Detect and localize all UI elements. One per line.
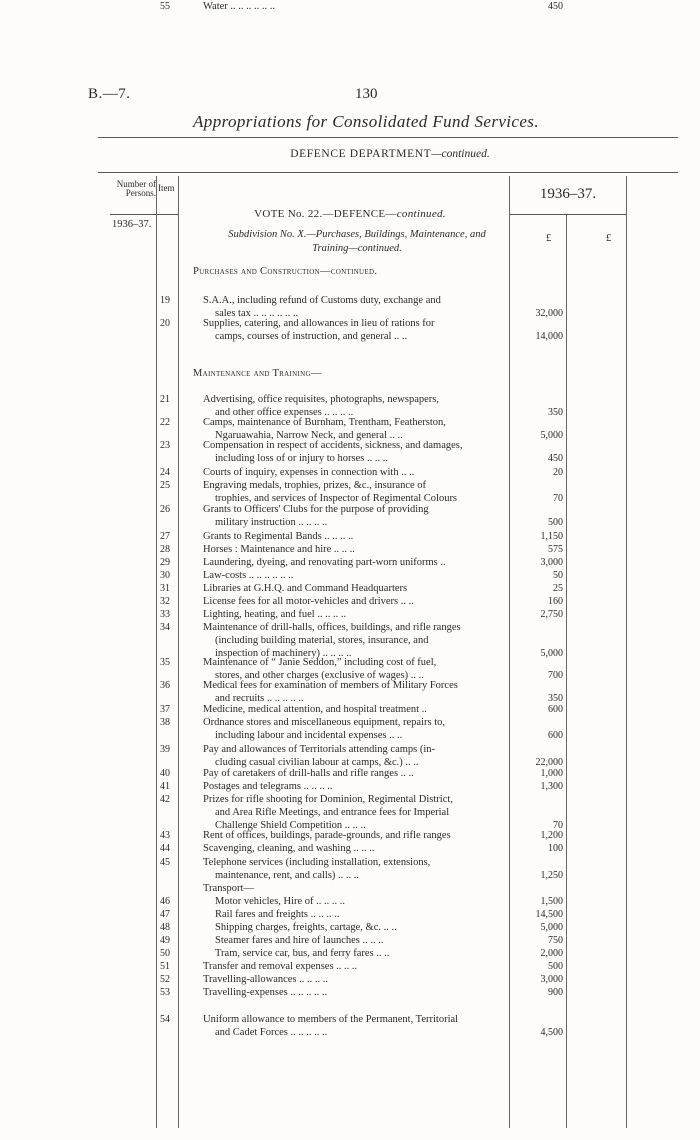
item-amount: 3,000 bbox=[540, 974, 563, 985]
item-description-line: Uniform allowance to members of the Permanent, Territorial bbox=[203, 1014, 459, 1025]
item-description bbox=[203, 1013, 501, 1039]
item-amount: 575 bbox=[548, 544, 563, 555]
currency-symbol-2: £ bbox=[606, 233, 612, 244]
item-number: 38 bbox=[160, 717, 170, 728]
item-description bbox=[203, 466, 501, 479]
item-number: 47 bbox=[160, 909, 170, 920]
item-number: 43 bbox=[160, 830, 170, 841]
item-description-line: Postages and telegrams .. .. .. .. bbox=[203, 781, 333, 792]
item-number: 44 bbox=[160, 843, 170, 854]
item-description bbox=[203, 317, 501, 343]
item-description bbox=[203, 895, 501, 908]
item-number: 32 bbox=[160, 596, 170, 607]
vote-title-suffix: continued. bbox=[396, 208, 446, 220]
column-rule-item bbox=[178, 176, 179, 1128]
item-description-line: Prizes for rifle shooting for Dominion, Regimental District, bbox=[203, 794, 453, 805]
item-description bbox=[203, 960, 501, 973]
item-amount: 22,000 bbox=[535, 757, 563, 768]
item-amount: 1,000 bbox=[540, 768, 563, 779]
item-amount: 1,500 bbox=[540, 896, 563, 907]
item-number: 51 bbox=[160, 961, 170, 972]
item-description bbox=[203, 608, 501, 621]
item-number: 41 bbox=[160, 781, 170, 792]
item-amount: 350 bbox=[548, 693, 563, 704]
item-description-line: Libraries at G.H.Q. and Command Headquarters bbox=[203, 583, 408, 594]
item-amount: 600 bbox=[548, 730, 563, 741]
item-description-line: Maintenance of “ Janie Seddon,” including cost of fuel, bbox=[203, 657, 437, 668]
title-rule bbox=[98, 137, 678, 138]
item-number: 25 bbox=[160, 480, 170, 491]
item-description bbox=[203, 679, 501, 705]
item-amount: 1,300 bbox=[540, 781, 563, 792]
item-number: 36 bbox=[160, 680, 170, 691]
item-description bbox=[203, 582, 501, 595]
item-description-line: cluding casual civilian labour at camps, &c.) .. .. bbox=[215, 757, 419, 768]
item-description bbox=[203, 793, 501, 832]
item-description-line: Travelling-expenses .. .. .. .. .. bbox=[203, 987, 328, 998]
item-description-line: Supplies, catering, and allowances in lieu of rations for bbox=[203, 318, 435, 329]
item-amount: 5,000 bbox=[540, 922, 563, 933]
item-description-line: Water .. .. .. .. .. .. bbox=[203, 1, 276, 12]
item-description bbox=[203, 743, 501, 769]
item-description-line: Challenge Shield Competition .. .. .. bbox=[215, 820, 366, 831]
item-number: 20 bbox=[160, 318, 170, 329]
item-number: 35 bbox=[160, 657, 170, 668]
item-description-line: Advertising, office requisites, photographs, newspapers, bbox=[203, 394, 440, 405]
item-description-line: Shipping charges, freights, cartage, &c. .. .. bbox=[215, 922, 397, 933]
persons-header-rule bbox=[110, 214, 178, 215]
item-description-line: Ngaruawahia, Narrow Neck, and general .. .. bbox=[215, 430, 403, 441]
item-description bbox=[203, 767, 501, 780]
item-description bbox=[203, 986, 501, 999]
item-description-line: License fees for all motor-vehicles and drivers .. .. bbox=[203, 596, 414, 607]
item-number: 24 bbox=[160, 467, 170, 478]
item-description-line: camps, courses of instruction, and general .. .. bbox=[215, 331, 408, 342]
item-description bbox=[203, 973, 501, 986]
item-number: 37 bbox=[160, 704, 170, 715]
item-description bbox=[203, 934, 501, 947]
item-description bbox=[203, 908, 501, 921]
item-amount: 14,500 bbox=[535, 909, 563, 920]
item-number: 53 bbox=[160, 987, 170, 998]
item-description bbox=[203, 439, 501, 465]
item-description-line: Motor vehicles, Hire of .. .. .. .. bbox=[215, 896, 346, 907]
item-amount: 14,000 bbox=[535, 331, 563, 342]
item-number: 42 bbox=[160, 794, 170, 805]
item-description-line: including labour and incidental expenses .. .. bbox=[215, 730, 403, 741]
item-description-line: Grants to Regimental Bands .. .. .. .. bbox=[203, 531, 354, 542]
vote-title bbox=[200, 208, 500, 220]
subdivision-heading: Subdivision No. X.—Purchases, Buildings, Maintenance, and Training—continued. bbox=[228, 229, 486, 254]
item-amount: 160 bbox=[548, 596, 563, 607]
item-amount: 1,250 bbox=[540, 870, 563, 881]
item-description-line: Courts of inquiry, expenses in connection with .. .. bbox=[203, 467, 415, 478]
item-description-line: Camps, maintenance of Burnham, Trentham, Featherston, bbox=[203, 417, 446, 428]
item-number: 22 bbox=[160, 417, 170, 428]
item-number: 19 bbox=[160, 295, 170, 306]
item-amount: 500 bbox=[548, 517, 563, 528]
section-heading-purchases: Purchases and Construction—continued. bbox=[193, 266, 378, 277]
item-amount: 900 bbox=[548, 987, 563, 998]
item-number: 54 bbox=[160, 1014, 170, 1025]
item-number: 52 bbox=[160, 974, 170, 985]
item-description bbox=[203, 882, 501, 895]
item-amount: 70 bbox=[553, 493, 563, 504]
item-description-line: Steamer fares and hire of launches .. .. .. bbox=[215, 935, 384, 946]
item-description-line: sales tax .. .. .. .. .. .. bbox=[215, 308, 299, 319]
item-number: 55 bbox=[160, 1, 170, 12]
item-description bbox=[203, 921, 501, 934]
item-description bbox=[203, 716, 501, 742]
item-description-line: Medicine, medical attention, and hospital treatment .. bbox=[203, 704, 427, 715]
item-amount: 32,000 bbox=[535, 308, 563, 319]
item-description bbox=[203, 530, 501, 543]
item-amount: 600 bbox=[548, 704, 563, 715]
item-amount: 450 bbox=[548, 1, 563, 12]
item-description bbox=[203, 479, 501, 505]
item-description-line: Compensation in respect of accidents, sickness, and damages, bbox=[203, 440, 463, 451]
item-amount: 350 bbox=[548, 407, 563, 418]
column-rule-amount-right bbox=[626, 176, 627, 1128]
item-description-line: Horses : Maintenance and hire .. .. .. bbox=[203, 544, 355, 555]
item-amount: 1,200 bbox=[540, 830, 563, 841]
item-number: 33 bbox=[160, 609, 170, 620]
item-description-line: Law-costs .. .. .. .. .. .. bbox=[203, 570, 294, 581]
item-amount: 2,750 bbox=[540, 609, 563, 620]
item-amount: 700 bbox=[548, 670, 563, 681]
item-amount: 3,000 bbox=[540, 557, 563, 568]
column-header-persons: Number of Persons. bbox=[116, 179, 156, 198]
item-number: 45 bbox=[160, 857, 170, 868]
item-number: 23 bbox=[160, 440, 170, 451]
item-description-line: Tram, service car, bus, and ferry fares .. .. bbox=[215, 948, 390, 959]
item-amount: 450 bbox=[548, 453, 563, 464]
item-description-line: Medical fees for examination of members of Military Forces bbox=[203, 680, 458, 691]
item-description-line: and recruits .. .. .. .. .. bbox=[215, 693, 304, 704]
item-amount: 5,000 bbox=[540, 430, 563, 441]
item-description-line: stores, and other charges (exclusive of wages) .. .. bbox=[215, 670, 424, 681]
vote-title-text: VOTE No. 22.—DEFENCE— bbox=[254, 208, 397, 220]
item-number: 48 bbox=[160, 922, 170, 933]
item-description-line: Pay of caretakers of drill-halls and rifle ranges .. .. bbox=[203, 768, 414, 779]
item-description bbox=[203, 595, 501, 608]
item-description-line: Lighting, heating, and fuel .. .. .. .. bbox=[203, 609, 347, 620]
item-description bbox=[203, 829, 501, 842]
department-suffix: —continued. bbox=[431, 148, 490, 160]
item-description-line: military instruction .. .. .. .. bbox=[215, 517, 328, 528]
item-amount: 100 bbox=[548, 843, 563, 854]
item-description bbox=[203, 556, 501, 569]
item-description-line: Transport— bbox=[203, 883, 254, 894]
currency-symbol-1: £ bbox=[546, 233, 552, 244]
item-description-line: Engraving medals, trophies, prizes, &c., insurance of bbox=[203, 480, 427, 491]
item-amount: 70 bbox=[553, 820, 563, 831]
item-description-line: and other office expenses .. .. .. .. bbox=[215, 407, 354, 418]
item-description-line: Rent of offices, buildings, parade-grounds, and rifle ranges bbox=[203, 830, 451, 841]
item-description-line: Grants to Officers' Clubs for the purpose of providing bbox=[203, 504, 429, 515]
item-number: 29 bbox=[160, 557, 170, 568]
item-description bbox=[203, 947, 501, 960]
item-description-line: Rail fares and freights .. .. .. .. bbox=[215, 909, 340, 920]
item-number: 30 bbox=[160, 570, 170, 581]
column-header-year: 1936–37. bbox=[539, 186, 597, 202]
item-description-line: Travelling-allowances .. .. .. .. bbox=[203, 974, 329, 985]
item-description bbox=[203, 703, 501, 716]
item-amount: 500 bbox=[548, 961, 563, 972]
item-description-line: Maintenance of drill-halls, offices, buildings, and rifle ranges bbox=[203, 622, 461, 633]
item-description-line: and Cadet Forces .. .. .. .. .. bbox=[215, 1027, 328, 1038]
item-description bbox=[203, 543, 501, 556]
item-amount: 25 bbox=[553, 583, 563, 594]
item-description-line: Laundering, dyeing, and renovating part-worn uniforms .. bbox=[203, 557, 446, 568]
item-amount: 5,000 bbox=[540, 648, 563, 659]
item-number: 49 bbox=[160, 935, 170, 946]
item-description bbox=[203, 856, 501, 882]
item-amount: 1,150 bbox=[540, 531, 563, 542]
item-description-line: maintenance, rent, and calls) .. .. .. bbox=[215, 870, 360, 881]
item-amount: 750 bbox=[548, 935, 563, 946]
item-description-line: and Area Rifle Meetings, and entrance fees for Imperial bbox=[215, 807, 450, 818]
item-description bbox=[203, 569, 501, 582]
department-title bbox=[250, 148, 530, 160]
item-number: 50 bbox=[160, 948, 170, 959]
sheet-id: B.—7. bbox=[88, 86, 131, 102]
item-description-line: including loss of or injury to horses .. .. .. bbox=[215, 453, 388, 464]
year-header-rule bbox=[510, 214, 626, 215]
item-number: 40 bbox=[160, 768, 170, 779]
item-amount: 2,000 bbox=[540, 948, 563, 959]
department-name: DEFENCE DEPARTMENT bbox=[290, 148, 432, 160]
section-heading-maintenance: Maintenance and Training— bbox=[193, 368, 322, 379]
item-number: 39 bbox=[160, 744, 170, 755]
item-description bbox=[203, 842, 501, 855]
item-number: 34 bbox=[160, 622, 170, 633]
item-description-line: inspection of machinery) .. .. .. .. bbox=[215, 648, 352, 659]
column-header-item: Item bbox=[158, 183, 175, 193]
item-number: 21 bbox=[160, 394, 170, 405]
persons-year-label: 1936–37. bbox=[112, 219, 152, 230]
item-number: 26 bbox=[160, 504, 170, 515]
column-rule-amount-mid bbox=[566, 214, 567, 1128]
page-number: 130 bbox=[355, 86, 378, 102]
item-description-line: Ordnance stores and miscellaneous equipment, repairs to, bbox=[203, 717, 446, 728]
header-rule bbox=[98, 172, 678, 173]
item-description-line: (including building material, stores, insurance, and bbox=[215, 635, 429, 646]
item-description-line: Transfer and removal expenses .. .. .. bbox=[203, 961, 358, 972]
item-amount: 20 bbox=[553, 467, 563, 478]
item-amount: 50 bbox=[553, 570, 563, 581]
item-description bbox=[203, 503, 501, 529]
item-number: 46 bbox=[160, 896, 170, 907]
item-description-line: trophies, and services of Inspector of Regimental Colours bbox=[215, 493, 458, 504]
item-description bbox=[203, 621, 501, 660]
item-number: 28 bbox=[160, 544, 170, 555]
page-title: Appropriations for Consolidated Fund Services. bbox=[193, 112, 539, 131]
item-description bbox=[203, 0, 501, 13]
item-amount: 4,500 bbox=[540, 1027, 563, 1038]
item-description bbox=[203, 780, 501, 793]
item-description-line: Telephone services (including installation, extensions, bbox=[203, 857, 431, 868]
item-description-line: Scavenging, cleaning, and washing .. .. .. bbox=[203, 843, 375, 854]
item-number: 27 bbox=[160, 531, 170, 542]
item-description-line: S.A.A., including refund of Customs duty, exchange and bbox=[203, 295, 441, 306]
item-number: 31 bbox=[160, 583, 170, 594]
item-description-line: Pay and allowances of Territorials attending camps (in- bbox=[203, 744, 436, 755]
